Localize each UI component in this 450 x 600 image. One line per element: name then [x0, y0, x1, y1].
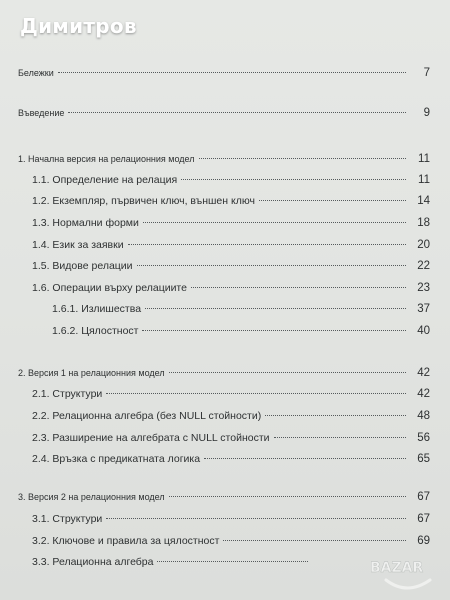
toc-entry — [32, 238, 430, 252]
dot-leader — [191, 287, 406, 288]
seller-name: Димитров — [20, 14, 137, 38]
dot-leader — [259, 200, 406, 201]
toc-entry-page: 42 — [417, 367, 430, 379]
dot-leader — [157, 561, 308, 562]
toc-entry-page: 37 — [417, 303, 430, 315]
toc-entry — [32, 281, 430, 295]
toc-entry — [32, 173, 430, 187]
toc-entry-label: Въведение — [18, 108, 65, 118]
dot-leader — [106, 393, 406, 394]
dot-leader — [58, 72, 406, 73]
toc-entry — [52, 302, 430, 316]
dot-leader — [169, 372, 406, 373]
dot-leader — [106, 518, 406, 519]
dot-leader — [142, 330, 406, 331]
toc-entry-label: 3.2. Ключове и правила за цялостност — [32, 535, 220, 547]
toc-entry-label: 1.3. Нормални форми — [32, 217, 139, 229]
toc-entry-label: 1.6. Операции върху релациите — [32, 282, 187, 294]
toc-entry — [32, 555, 332, 569]
toc-entry-page: 67 — [417, 491, 430, 503]
dot-leader — [128, 244, 406, 245]
toc-entry-label: Бележки — [18, 68, 54, 78]
toc-entry-page: 48 — [417, 410, 430, 422]
dot-leader — [68, 112, 406, 113]
dot-leader — [204, 458, 406, 459]
toc-entry — [32, 216, 430, 230]
toc-entry-label: 1.5. Видове релации — [32, 260, 133, 272]
toc-entry-page: 11 — [418, 153, 430, 165]
watermark-text: BAZAR — [370, 560, 424, 576]
toc-entry-label: 1.1. Определение на релация — [32, 174, 178, 186]
toc-entry — [32, 194, 430, 208]
toc-entry-label: 2.3. Разширение на алгебрата с NULL стойности — [32, 432, 270, 444]
toc-entry-page: 11 — [418, 174, 430, 186]
toc-entry — [18, 366, 430, 380]
toc-entry-page: 22 — [417, 260, 430, 272]
toc-entry-page: 18 — [417, 217, 430, 229]
toc-entry — [32, 431, 430, 445]
toc-entry-label: 3. Версия 2 на релационния модел — [18, 492, 165, 502]
toc-entry-page: 20 — [417, 239, 430, 251]
toc-entry-page: 56 — [417, 432, 430, 444]
toc-entry-label: 2. Версия 1 на релационния модел — [18, 368, 165, 378]
toc-entry-page: 23 — [417, 282, 430, 294]
dot-leader — [137, 265, 406, 266]
toc-entry — [32, 409, 430, 423]
toc-entry-page: 7 — [423, 67, 430, 79]
toc-entry-label: 3.1. Структури — [32, 513, 103, 525]
dot-leader — [169, 496, 406, 497]
toc-entry-page: 9 — [423, 107, 430, 119]
toc-entry-label: 2.4. Връзка с предикатната логика — [32, 453, 201, 465]
toc-entry — [32, 259, 430, 273]
toc-entry — [18, 490, 430, 504]
toc-entry-page: 69 — [417, 535, 430, 547]
dot-leader — [143, 222, 406, 223]
toc-entry-label: 1.2. Екземпляр, първичен ключ, външен ключ — [32, 195, 255, 207]
toc-entry-label: 1.6.2. Цялостност — [52, 325, 139, 337]
toc-entry-label: 1.4. Език за заявки — [32, 239, 124, 251]
toc-entry-label: 2.1. Структури — [32, 388, 103, 400]
toc-entry — [18, 152, 430, 166]
toc-entry-page: 40 — [417, 325, 430, 337]
toc-entry-label: 1.6.1. Излишества — [52, 303, 142, 315]
dot-leader — [199, 158, 406, 159]
dot-leader — [274, 437, 406, 438]
toc-entry-page: 67 — [417, 513, 430, 525]
toc-entry — [18, 106, 430, 120]
toc-entry-page: 14 — [417, 195, 430, 207]
toc-entry — [32, 452, 430, 466]
dot-leader — [265, 415, 406, 416]
dot-leader — [145, 308, 406, 309]
toc-entry-page: 65 — [417, 453, 430, 465]
toc-entry — [32, 534, 430, 548]
toc-entry-page: 42 — [417, 388, 430, 400]
toc-entry — [18, 66, 430, 80]
toc-entry-label: 1. Начална версия на релационния модел — [18, 154, 195, 164]
toc-entry — [32, 387, 430, 401]
dot-leader — [223, 540, 406, 541]
toc-entry — [32, 512, 430, 526]
bazar-logo-icon — [368, 556, 446, 596]
dot-leader — [181, 179, 406, 180]
toc-entry — [52, 324, 430, 338]
toc-entry-label: 2.2. Релационна алгебра (без NULL стойности) — [32, 410, 262, 422]
toc-entry-label: 3.3. Релационна алгебра — [32, 556, 154, 568]
